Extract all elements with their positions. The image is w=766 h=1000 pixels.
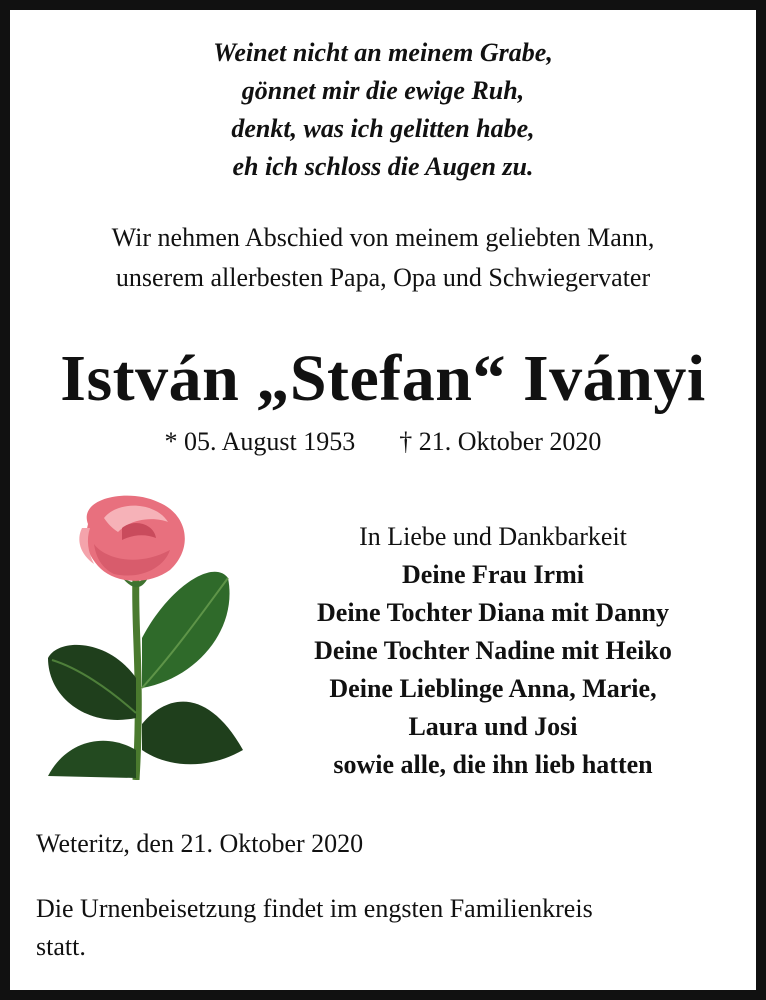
mourners-heading: In Liebe und Dankbarkeit <box>359 522 627 551</box>
life-dates <box>10 424 756 460</box>
birth-date: * 05. August 1953 <box>164 427 356 456</box>
poem-line: eh ich schloss die Augen zu. <box>232 152 534 181</box>
farewell-intro <box>10 218 756 298</box>
death-date: † 21. Oktober 2020 <box>399 427 602 456</box>
notice-line: Die Urnenbeisetzung findet im engsten Familienkreis <box>36 894 593 923</box>
mourners-list <box>250 518 736 784</box>
notice-line: statt. <box>36 932 86 961</box>
intro-line: unserem allerbesten Papa, Opa und Schwiegervater <box>115 263 651 292</box>
place-and-date: Weteritz, den 21. Oktober 2020 <box>36 829 364 858</box>
poem-line: denkt, was ich gelitten habe, <box>231 114 535 143</box>
poem-line: Weinet nicht an meinem Grabe, <box>213 38 553 67</box>
intro-line: Wir nehmen Abschied von meinem geliebten Mann, <box>111 223 655 252</box>
rose-icon <box>38 488 244 780</box>
poem-line: gönnet mir die ewige Ruh, <box>241 76 525 105</box>
deceased-name: István „Stefan“ Iványi <box>60 342 706 415</box>
burial-notice <box>36 890 736 966</box>
mourner-line: Deine Tochter Nadine mit Heiko <box>314 636 672 665</box>
mourner-line: Deine Frau Irmi <box>402 560 584 589</box>
mourner-line: Laura und Josi <box>408 712 578 741</box>
mourner-line: sowie alle, die ihn lieb hatten <box>333 750 653 779</box>
poem-verse <box>10 34 756 186</box>
mourner-line: Deine Lieblinge Anna, Marie, <box>329 674 657 703</box>
rose-illustration <box>38 488 244 780</box>
mourner-line: Deine Tochter Diana mit Danny <box>317 598 669 627</box>
obituary-card <box>10 10 756 990</box>
